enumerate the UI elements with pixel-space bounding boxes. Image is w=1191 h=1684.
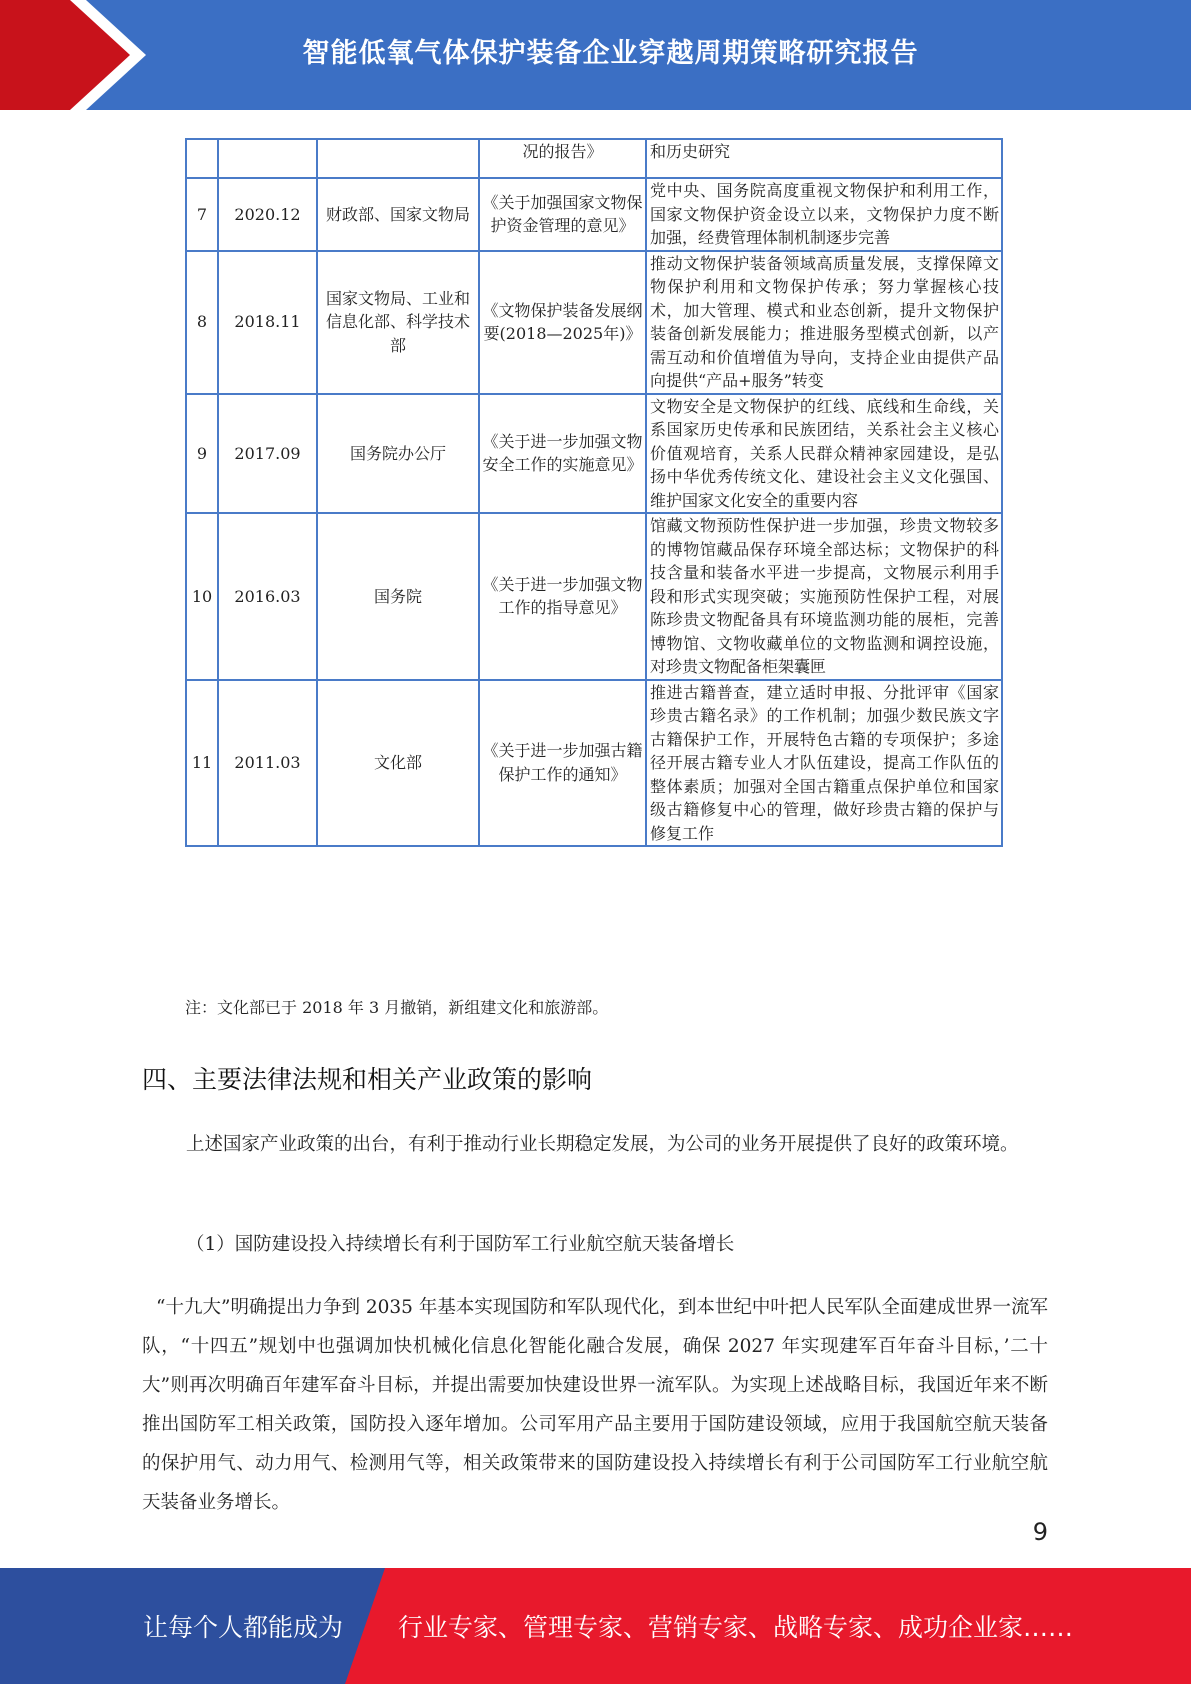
cell-no: 8 [186, 251, 218, 394]
section-heading: 四、主要法律法规和相关产业政策的影响 [142, 1065, 593, 1094]
page-number: 9 [1032, 1518, 1048, 1546]
table-row [186, 251, 1002, 394]
cell-date: 2011.03 [218, 680, 317, 847]
cell-content: 推动文物保护装备领域高质量发展，支撑保障文物保护利用和文物保护传承；努力掌握核心技术，加大管理、模式和业态创新，提升文物保护装备创新发展能力；推进服务型模式创新，以产需互动和价值增值为导向，支持企业由提供产品向提供“产品+服务”转变 [646, 251, 1002, 394]
cell-content: 馆藏文物预防性保护进一步加强，珍贵文物较多的博物馆藏品保存环境全部达标；文物保护的科技含量和装备水平进一步提高，文物展示利用手段和形式实现突破；实施预防性保护工程，对展陈珍贵文物配备具有环境监测功能的展柜，完善博物馆、文物收藏单位的文物监测和调控设施，对珍贵文物配备柜架囊匣 [646, 513, 1002, 680]
footer-slogan-left: 让每个人都能成为 [143, 1613, 344, 1642]
policy-table [185, 138, 1003, 847]
cell-no: 11 [186, 680, 218, 847]
header-banner [0, 0, 1191, 110]
cell-no: 7 [186, 178, 218, 251]
cell-dept: 财政部、国家文物局 [317, 178, 479, 251]
cell-dept: 国务院 [317, 513, 479, 680]
cell-name: 《关于进一步加强文物安全工作的实施意见》 [479, 394, 646, 514]
table-row [186, 139, 1002, 178]
paragraph: 上述国家产业政策的出台，有利于推动行业长期稳定发展，为公司的业务开展提供了良好的政策环境。 [186, 1134, 1019, 1155]
table-note: 注：文化部已于 2018 年 3 月撤销，新组建文化和旅游部。 [185, 998, 609, 1017]
cell-date: 2016.03 [218, 513, 317, 680]
cell-name: 《文物保护装备发展纲要(2018—2025年)》 [479, 251, 646, 394]
cell-content: 推进古籍普查，建立适时申报、分批评审《国家珍贵古籍名录》的工作机制；加强少数民族文字古籍保护工作，开展特色古籍的专项保护；多途径开展古籍专业人才队伍建设，提高工作队伍的整体素质；加强对全国古籍重点保护单位和国家级古籍修复中心的管理，做好珍贵古籍的保护与修复工作 [646, 680, 1002, 847]
table-row [186, 394, 1002, 514]
cell-name: 《关于加强国家文物保护资金管理的意见》 [479, 178, 646, 251]
cell-date [218, 139, 317, 178]
cell-date: 2017.09 [218, 394, 317, 514]
table-row [186, 178, 1002, 251]
footer-slogan-right: 行业专家、管理专家、营销专家、战略专家、成功企业家…… [398, 1613, 1074, 1642]
table-row [186, 513, 1002, 680]
cell-no: 10 [186, 513, 218, 680]
cell-dept: 文化部 [317, 680, 479, 847]
cell-name: 况的报告》 [479, 139, 646, 178]
cell-dept: 国家文物局、工业和信息化部、科学技术部 [317, 251, 479, 394]
cell-date: 2020.12 [218, 178, 317, 251]
cell-dept [317, 139, 479, 178]
cell-dept: 国务院办公厅 [317, 394, 479, 514]
footer-banner [0, 1568, 1191, 1684]
report-title: 智能低氧气体保护装备企业穿越周期策略研究报告 [302, 37, 919, 69]
cell-content: 和历史研究 [646, 139, 1002, 178]
cell-name: 《关于进一步加强古籍保护工作的通知》 [479, 680, 646, 847]
cell-no: 9 [186, 394, 218, 514]
sub-heading: （1）国防建设投入持续增长有利于国防军工行业航空航天装备增长 [186, 1234, 735, 1255]
table-row [186, 680, 1002, 847]
header-arrow-graphic [0, 0, 150, 110]
cell-no [186, 139, 218, 178]
cell-content: 党中央、国务院高度重视文物保护和利用工作，国家文物保护资金设立以来，文物保护力度不断加强，经费管理体制机制逐步完善 [646, 178, 1002, 251]
cell-name: 《关于进一步加强文物工作的指导意见》 [479, 513, 646, 680]
cell-content: 文物安全是文物保护的红线、底线和生命线，关系国家历史传承和民族团结，关系社会主义核心价值观培育，关系人民群众精神家园建设，是弘扬中华优秀传统文化、建设社会主义文化强国、维护国家文化安全的重要内容 [646, 394, 1002, 514]
cell-date: 2018.11 [218, 251, 317, 394]
paragraph: “十九大”明确提出力争到 2035 年基本实现国防和军队现代化，到本世纪中叶把人民军队全面建成世界一流军队，“十四五”规划中也强调加快机械化信息化智能化融合发展，确保 2027 年实现建军百年奋斗目标，’二十大”则再次明确百年建军奋斗目标，并提出需要加快建设世界一流军队。为实现上述战略目标，我国近年来不断推出国防军工相关政策，国防投入逐年增加。公司军用产品主要用于国防建设领域，应用于我国航空航天装备的保护用气、动力用气、检测用气等，相关政策带来的国防建设投入持续增长有利于公司国防军工行业航空航天装备业务增长。 [142, 1297, 1048, 1513]
